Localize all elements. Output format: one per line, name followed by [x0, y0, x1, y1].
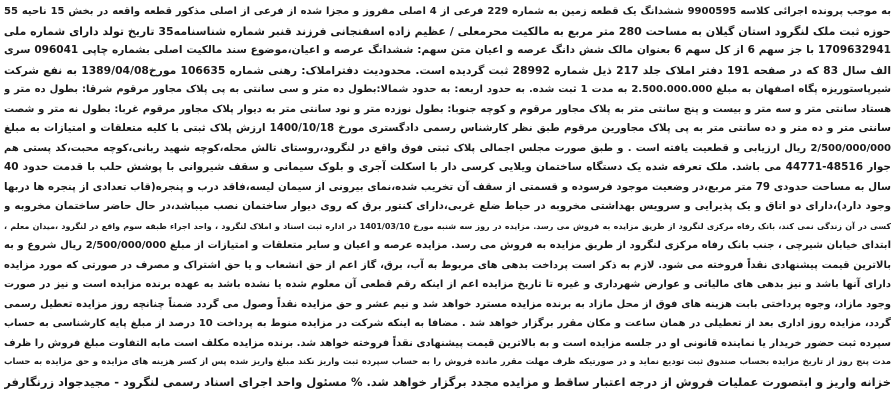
notice-line: به موجب پرونده اجرائی کلاسه 9900595 ششدانگ یک قطعه زمین به شماره 229 فرعی از 4 اصلی مفروز و مجزا شده از فرعی از اصلی مذکور قطعه واقعه در بخش 15 ناحیه 55: [4, 6, 891, 17]
notice-line: الف سال 83 که در صفحه 191 دفتر املاک جلد 217 ذیل شماره 28992 ثبت گردیده است. محدودیت دفتراملاک: رهنی شماره 106635 مورخ1389/04/08 به نفع شرکت: [4, 63, 891, 77]
notice-line: 1709632941 با جز سهم 6 از کل سهم 6 بعنوان مالک شش دانگ عرصه و اعیان متن سهم: ششدانگ عرصه و اعیان،موضوع سند مالکیت اصلی بشماره چاپی 096041 سری: [4, 44, 891, 56]
notice-line: کسی در آن زندگی نمی کند، بانک رفاه مرکزی لنگرود از طریق مزایده به فروش می رسد. مزایده در روز سه شنبه مورخ 1401/03/10 در اداره ثبت اسناد و املاک لنگرود ، واحد اجراء طبقه سوم واقع در لنگرود ،میدان معلم ،: [4, 221, 891, 231]
notice-line: وجود دارد)،دارای دو اتاق و یک پذیرایی و سرویس بهداشتی مخروبه در حیاط ضلع غربی،دارای کنتور برق که روی دیوار ساختمان نصب میباشد،در حال حاضر ساختمان مخروبه و: [4, 200, 891, 212]
notice-line: خزانه واریز و ابتصورت عملیات فروش از درجه اعتبار ساقط و مزایده مجدد برگزار خواهد شد. % مسئول واحد اجرای اسناد رسمی لنگرود - مجیدجواد زرنگارفر: [4, 374, 891, 389]
notice-line: دارای آنها باشد و نیز بدهی های مالیاتی و عوارض شهرداری و غیره تا تاریخ مزایده اعم از اینکه رقم قطعی آن معلوم شده یا نشده باشد به عهده برنده مزایده است و نیز در صورت: [4, 279, 891, 290]
notice-line: جوار 48516-44771 می باشد. ملک تعرفه شده یک دستگاه ساختمان ویلایی کرسی دار با اسکلت آجری و بلوک سیمانی و سقف شیروانی با پوشش حلب با قدمت حدود 40: [4, 161, 891, 173]
notice-line: 2/500/000/000 ریال ارزیابی و قطعیت یافته است . و طبق صورت مجلس اجمالی پلاک ثبتی فوق واقع در لنگرود،روستای تالش محله،کوچه شهید ربانی،کوچه محبت،کد پستی هم: [4, 142, 891, 154]
notice-line: سال به مساحت حدودی 79 متر مربع،در وضعیت موجود فرسوده و قسمتی از سقف آن تخریب شده،نمای بیرونی از سیمان لیسه،فاقد درب و پنجره(قاب تعدادی از پنجره ها دربها: [4, 180, 891, 193]
notice-line: حوزه ثبت ملک لنگرود استان گیلان به مساحت 280 متر مربع به مالکیت محرمعلی / عظیم زاده اسفنجانی فرزند قنبر شماره شناسنامه35 تاریخ تولد دارای شماره ملی: [4, 24, 891, 38]
notice-line: هستاد سانتی متر و سه متر و بیست و پنج سانتی متر به پلاک مجاور مرقوم و کوچه جنوبا: بطول نوزده متر و نود سانتی متر به دیوار پلاک مجاور مرقوم غربا: بطول نه متر و شصت: [4, 103, 891, 115]
notice-line: سانتی متر و ده متر و ده سانتی متر به پی پلاک مجاورین مرقوم طبق نظر کارشناس رسمی دادگستری مورخ 1400/10/18 ارزش پلاک ثبتی با کلیه متعلقات و امتیازات به مبلغ: [4, 122, 891, 134]
notice-line: وجود مازاد، وجوه پرداختی بابت هزینه های فوق از محل مازاد به برنده مزایده مسترد خواهد شد و نیم عشر و حق مزایده نقداً وصول می گردد ضمناً چنانچه روز مزایده تعطیل رسمی: [4, 298, 891, 310]
notice-line: ابتدای خیابان شیرچی ، جنب بانک رفاه مرکزی لنگرود از طریق مزایده به فروش می رسد. مزایده عرصه و اعیان و سایر متعلقات و امتیازات از مبلغ 2/500/000/000 ریال شروع و به: [4, 240, 891, 251]
notice-line: مدت پنج روز از تاریخ مزایده بحساب صندوق ثبت تودیع نماید و در صورتیکه ظرف مهلت مقرر مانده فروش را به حساب سپرده ثبت واریز نکند مبلغ واریز شده پس از کسر هزینه های مزایده و حق مزایده به حساب: [4, 357, 891, 367]
notice-line: شیرپاستوریزه پگاه اصفهان به مبلغ 2.500.000.000 به مدت 1 ثبت شده. به حدود اربعه: به حدود شمالا:بطول ده متر و سی سانتی به پی پلاک مجاور مرقوم شرقا: بطول ده متر و: [4, 84, 891, 95]
notice-line: بالاترین قیمت پیشنهادی نقداً فروخته می شود. لازم به ذکر است پرداخت بدهی های مربوط به آب، برق، گاز اعم از حق انشعاب و یا حق اشتراک و مصرف در صورتی که مورد مزایده: [4, 259, 891, 271]
notice-line: گردد، مزایده روز اداری بعد از تعطیلی در همان ساعت و مکان مقرر برگزار خواهد شد . مضافا به اینکه شرکت در مزایده منوط به پرداخت 10 درصد از مبلغ پایه کارشناسی به حساب: [4, 318, 891, 329]
notice-line: سپرده ثبت حضور خریدار یا نماینده قانونی او در جلسه مزایده است و به بالاترین قیمت پیشنهادی نقداً فروخته خواهد شد. برنده مزایده مکلف است مابه التفاوت مبلغ فروش را ظرف: [4, 337, 891, 349]
